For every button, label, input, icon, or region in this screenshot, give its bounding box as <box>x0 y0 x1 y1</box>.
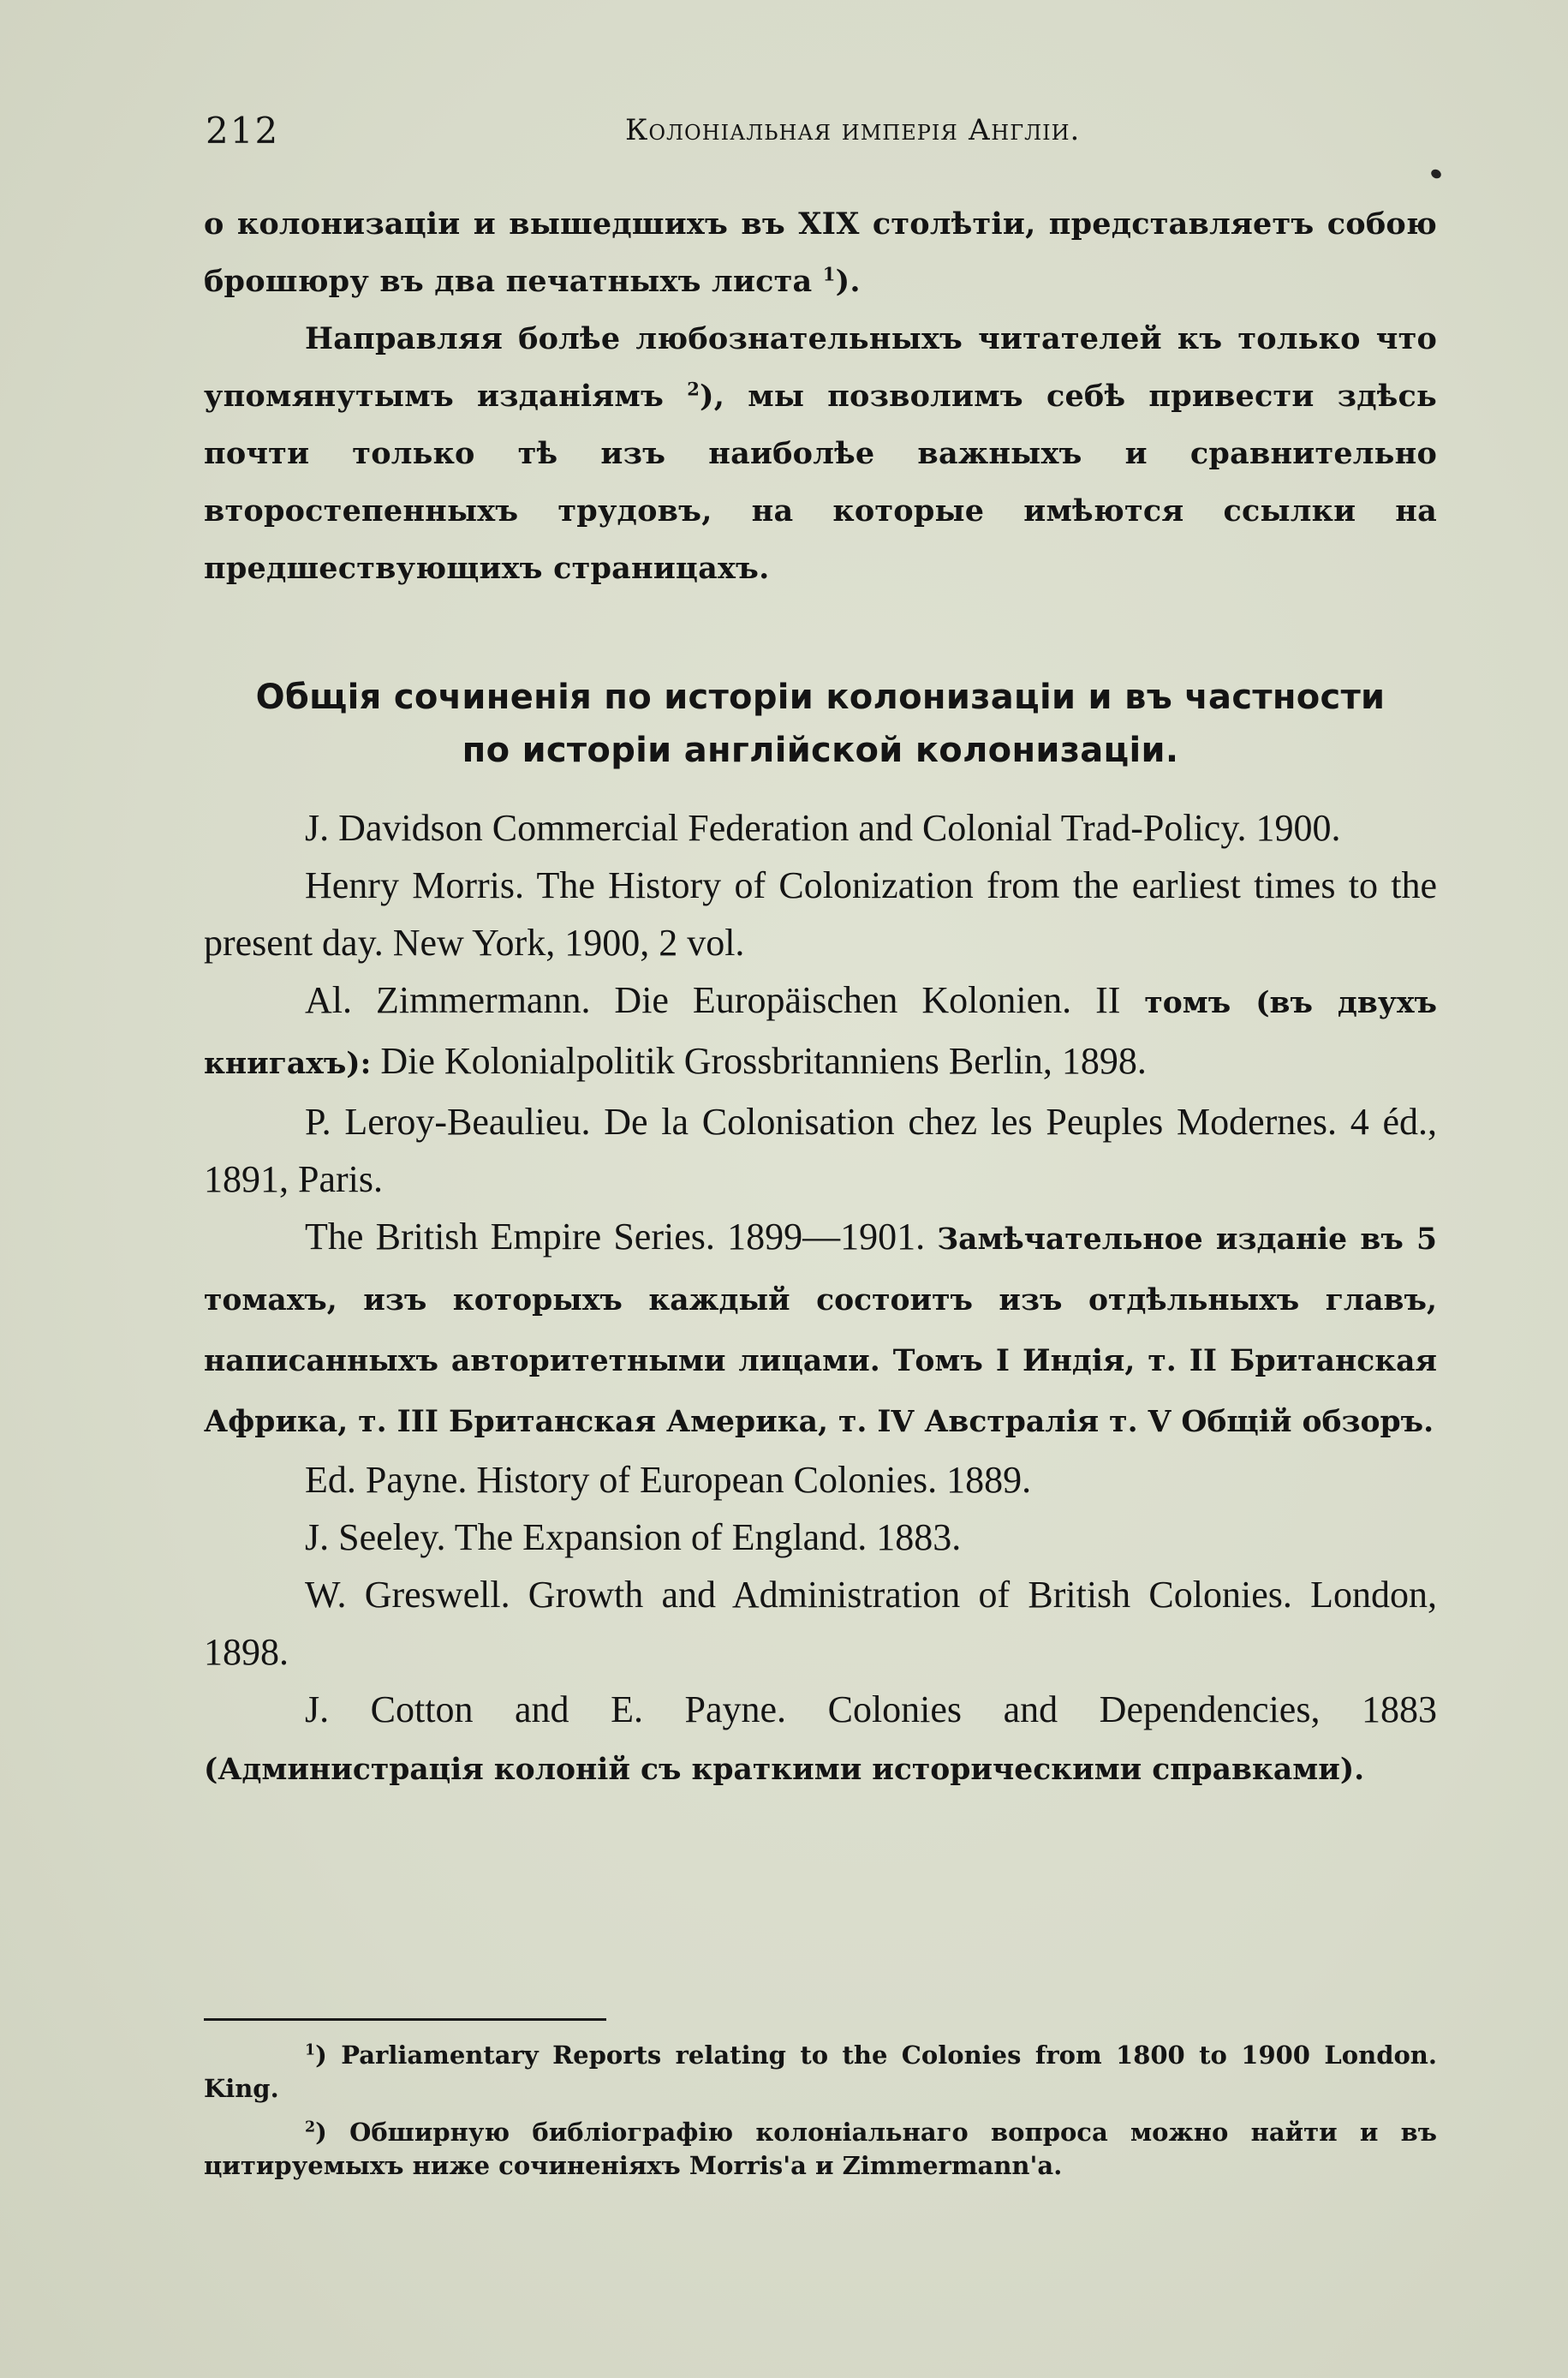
footnote-2 <box>204 2116 1437 2183</box>
section-heading-line-2: по исторіи англійской колонизаціи. <box>462 731 1179 770</box>
intro-p1-end: ). <box>835 264 861 299</box>
biblio-entry-leroy-beaulieu: P. Leroy-Beaulieu. De la Colonisation chez les Peuples Modernes. 4 éd., 1891, Paris. <box>204 1101 1437 1200</box>
british-empire-latin: The British Empire Series. 1899—1901. <box>305 1216 926 1258</box>
page-number: 212 <box>206 110 280 152</box>
running-title: Колоніальная имперія Англіи. <box>625 113 1081 147</box>
section-heading <box>204 671 1437 777</box>
intro-p1-text: о колонизаціи и вышедшихъ въ XIX столѣтіи, представляетъ собою брошюру въ два печатныхъ листа <box>204 206 1437 299</box>
zimmermann-tail: Die Kolonialpolitik Grossbritanniens Berlin, 1898. <box>380 1040 1147 1082</box>
biblio-entry-morris: Henry Morris. The History of Colonization from the earliest times to the present day. New York, 1900, 2 vol. <box>204 864 1437 964</box>
cotton-payne-latin: J. Cotton and E. Payne. Colonies and Dependencies, 1883 <box>305 1688 1437 1730</box>
section-heading-line-1: Общія сочиненія по исторіи колонизаціи и въ частности <box>255 678 1386 717</box>
footnote-ref-2: 2 <box>687 378 700 400</box>
ink-mark <box>1429 168 1442 181</box>
footnote-divider <box>204 2018 606 2021</box>
footnote-2-mark: 2 <box>305 2118 316 2136</box>
footnote-1-text: ) Parliamentary Reports relating to the Colonies from 1800 to 1900 London. King. <box>204 2040 1437 2103</box>
biblio-entry-zimmermann <box>204 971 1437 1093</box>
body-text <box>204 195 1437 1799</box>
zimmermann-cyr: томъ (въ двухъ книгахъ): <box>204 986 1438 1081</box>
biblio-entry-british-empire-series <box>204 1208 1437 1451</box>
intro-paragraph-2 <box>204 310 1437 597</box>
running-head <box>206 110 1439 161</box>
biblio-entry-seeley: J. Seeley. The Expansion of England. 1883. <box>305 1516 962 1558</box>
footnotes <box>204 2039 1437 2193</box>
biblio-entry-payne: Ed. Payne. History of European Colonies. 1889. <box>305 1459 1032 1501</box>
footnote-ref-1: 1 <box>822 263 836 285</box>
biblio-entry-greswell: W. Greswell. Growth and Administration of British Colonies. London, 1898. <box>204 1574 1437 1673</box>
biblio-entry-davidson: J. Davidson Commercial Federation and Colonial Trad-Policy. 1900. <box>305 807 1341 849</box>
intro-p2-end: ), мы позволимъ себѣ привести здѣсь почти только тѣ изъ наиболѣе важныхъ и сравнительно второстепенныхъ трудовъ, на которые имѣются ссылки на предшествующихъ страницахъ. <box>204 379 1437 586</box>
intro-paragraph-1 <box>204 195 1437 310</box>
footnote-1 <box>204 2039 1437 2106</box>
cotton-payne-cyr: (Администрація колоній съ краткими историческими справками). <box>204 1753 1365 1787</box>
footnote-2-text: ) Обширную библіографію колоніальнаго вопроса можно найти и въ цитируемыхъ ниже сочиненіяхъ Morris'а и Zimmermann'а. <box>204 2118 1437 2180</box>
biblio-entry-cotton-payne <box>204 1681 1437 1799</box>
british-empire-cyr: Замѣчательное изданіе въ 5 томахъ, изъ которыхъ каждый состоитъ изъ отдѣльныхъ главъ, написанныхъ авторитетными лицами. Томъ I Индія, т. II Британская Африка, т. III Британская Америка, т. IV Австралія т. V Общій обзоръ. <box>204 1222 1438 1439</box>
footnote-1-mark: 1 <box>305 2041 316 2059</box>
intro-p2-start: Направляя болѣе любознательныхъ читателей къ только что упомянутымъ изданіямъ <box>204 321 1437 414</box>
zimmermann-latin: Al. Zimmermann. Die Europäischen Kolonien. II <box>305 979 1121 1021</box>
